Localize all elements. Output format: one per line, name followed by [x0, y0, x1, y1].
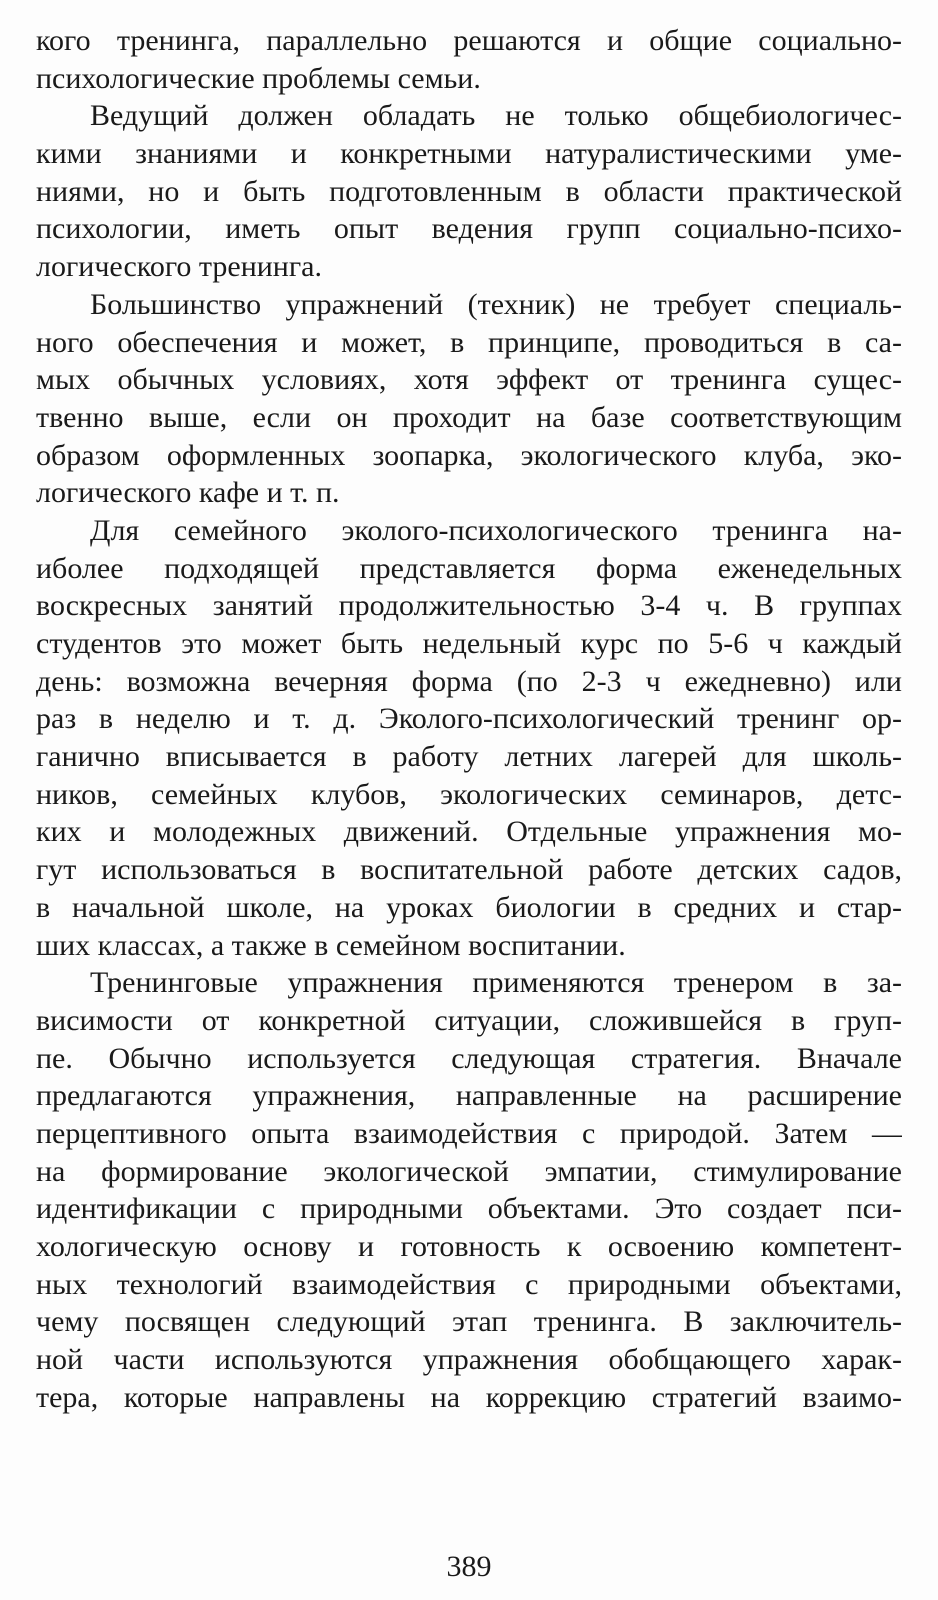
- text-line: твенно выше, если он проходит на базе соответствующим: [36, 400, 902, 434]
- paragraph: [36, 964, 902, 1416]
- body-text: [36, 22, 902, 1416]
- paragraph: [36, 512, 902, 964]
- text-line: Тренинговые упражнения применяются тренером в за-: [90, 966, 902, 1000]
- text-line: пе. Обычно используется следующая стратегия. Вначале: [36, 1041, 902, 1075]
- text-line: Большинство упражнений (техник) не требует специаль-: [90, 287, 902, 321]
- text-line: логического тренинга.: [36, 250, 322, 284]
- text-line: ных технологий взаимодействия с природными объектами,: [36, 1267, 902, 1301]
- text-line: предлагаются упражнения, направленные на расширение: [36, 1079, 902, 1113]
- text-line: ких и молодежных движений. Отдельные упражнения мо-: [36, 815, 902, 849]
- text-line: тера, которые направлены на коррекцию стратегий взаимо-: [36, 1380, 902, 1414]
- text-line: в начальной школе, на уроках биологии в средних и стар-: [36, 890, 902, 924]
- text-line: кими знаниями и конкретными натуралистическими уме-: [36, 137, 902, 171]
- text-line: логического кафе и т. п.: [36, 476, 340, 510]
- text-line: висимости от конкретной ситуации, сложившейся в груп-: [36, 1003, 902, 1037]
- page-number: 389: [446, 1550, 492, 1583]
- text-line: психологические проблемы семьи.: [36, 61, 481, 95]
- text-line: перцептивного опыта взаимодействия с природой. Затем —: [36, 1116, 902, 1150]
- text-line: раз в неделю и т. д. Эколого-психологический тренинг ор-: [36, 702, 902, 736]
- text-line: ного обеспечения и может, в принципе, проводиться в са-: [36, 325, 902, 359]
- text-line: ной части используются упражнения обобщающего харак-: [36, 1343, 902, 1377]
- text-line: психологии, иметь опыт ведения групп социально-психо-: [36, 212, 902, 246]
- paragraph: [36, 286, 902, 512]
- text-line: ших классах, а также в семейном воспитании.: [36, 928, 626, 962]
- text-line: кого тренинга, параллельно решаются и общие социально-: [36, 24, 902, 57]
- text-line: Для семейного эколого-психологического тренинга на-: [90, 513, 902, 547]
- paragraph: [36, 97, 902, 285]
- text-line: ганично вписывается в работу летних лагерей для школь-: [36, 740, 902, 774]
- text-line: ниями, но и быть подготовленным в области практической: [36, 174, 902, 208]
- text-line: день: возможна вечерняя форма (по 2-3 ч ежедневно) или: [36, 664, 902, 698]
- text-line: воскресных занятий продолжительностью 3-4 ч. В группах: [36, 589, 902, 623]
- text-line: хологическую основу и готовность к освоению компетент-: [36, 1230, 902, 1263]
- text-line: на формирование экологической эмпатии, стимулирование: [36, 1154, 902, 1188]
- text-line: чему посвящен следующий этап тренинга. В заключитель-: [36, 1305, 902, 1339]
- text-line: образом оформленных зоопарка, экологического клуба, эко-: [36, 438, 902, 472]
- text-line: мых обычных условиях, хотя эффект от тренинга сущес-: [36, 363, 902, 397]
- text-line: иболее подходящей представляется форма еженедельных: [36, 551, 902, 585]
- text-line: гут использоваться в воспитательной работе детских садов,: [36, 853, 902, 887]
- paragraph: [36, 22, 902, 97]
- text-line: идентификации с природными объектами. Это создает пси-: [36, 1192, 902, 1226]
- text-line: Ведущий должен обладать не только общебиологичес-: [90, 99, 902, 133]
- text-line: ников, семейных клубов, экологических семинаров, детс-: [36, 777, 902, 811]
- text-line: студентов это может быть недельный курс по 5-6 ч каждый: [36, 627, 902, 660]
